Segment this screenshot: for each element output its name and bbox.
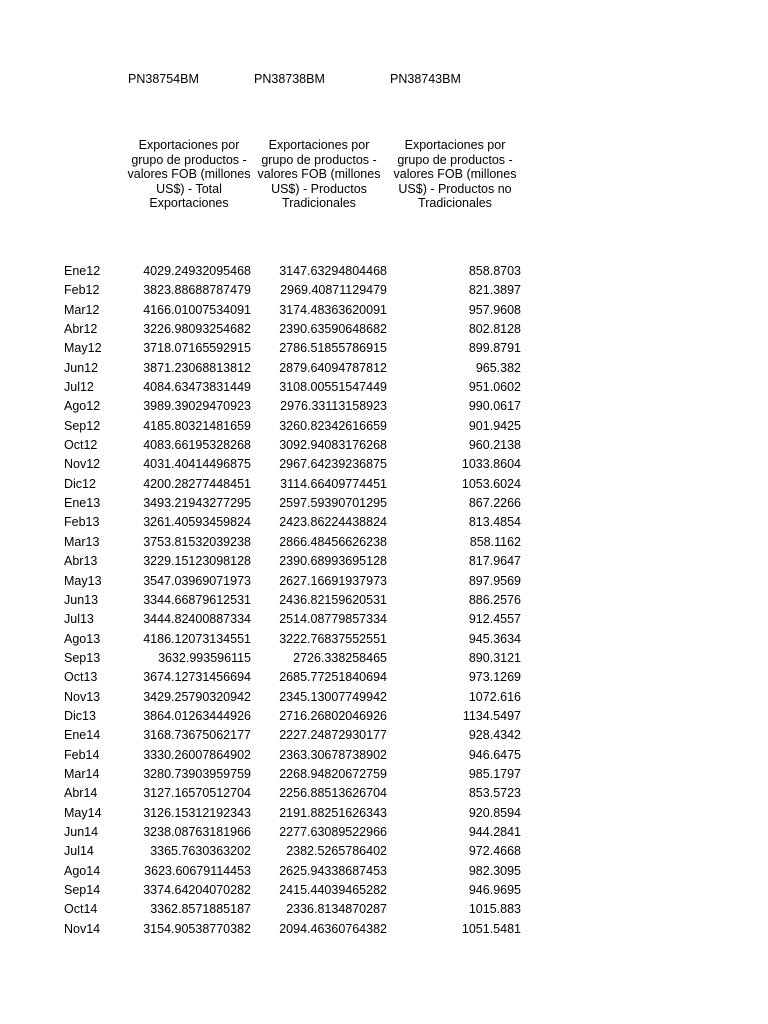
total-exports-cell: 3989.39029470923 <box>143 399 251 414</box>
period-cell: Dic13 <box>64 708 96 723</box>
total-exports-cell: 3823.88688787479 <box>143 283 251 298</box>
table-row <box>0 533 768 552</box>
period-cell: Ene13 <box>64 496 101 511</box>
traditional-products-cell: 2390.63590648682 <box>279 322 387 337</box>
period-cell: Jun12 <box>64 360 99 375</box>
table-row <box>0 359 768 378</box>
total-exports-cell: 3362.8571885187 <box>150 902 251 917</box>
traditional-products-cell: 2786.51855786915 <box>279 341 387 356</box>
traditional-products-cell: 2514.08779857334 <box>279 612 387 627</box>
traditional-products-cell: 2627.16691937973 <box>279 573 387 588</box>
table-row <box>0 572 768 591</box>
non-traditional-products-cell: 928.4342 <box>468 728 521 743</box>
table-row <box>0 900 768 919</box>
traditional-products-cell: 2415.44039465282 <box>279 883 387 897</box>
non-traditional-products-cell: 1053.6024 <box>461 476 521 491</box>
table-row <box>0 320 768 339</box>
column-header-total: Exportaciones por grupo de productos - valores FOB (millones US$) - Total Exportaciones <box>127 138 251 210</box>
traditional-products-cell: 2268.94820672759 <box>279 766 387 781</box>
total-exports-cell: 3127.16570512704 <box>143 786 251 801</box>
total-exports-cell: 3374.64204070282 <box>143 883 251 897</box>
total-exports-cell: 3444.82400887334 <box>143 612 251 627</box>
traditional-products-cell: 3260.82342616659 <box>279 418 387 433</box>
non-traditional-products-cell: 973.1269 <box>468 670 521 685</box>
non-traditional-products-cell: 985.1797 <box>468 766 521 781</box>
table-row <box>0 378 768 397</box>
table-row <box>0 552 768 571</box>
series-code-total: PN38754BM <box>128 72 199 86</box>
table-row <box>0 436 768 455</box>
total-exports-cell: 3753.81532039238 <box>143 534 251 549</box>
total-exports-cell: 3126.15312192343 <box>143 805 251 820</box>
table-row <box>0 746 768 765</box>
traditional-products-cell: 2191.88251626343 <box>279 805 387 820</box>
period-cell: Ene12 <box>64 264 101 278</box>
period-cell: Nov14 <box>64 921 101 936</box>
table-row <box>0 397 768 416</box>
period-cell: Abr12 <box>64 322 98 337</box>
traditional-products-cell: 2345.13007749942 <box>279 689 387 704</box>
period-cell: Jun13 <box>64 592 99 607</box>
period-cell: Oct12 <box>64 438 98 453</box>
non-traditional-products-cell: 802.8128 <box>468 322 521 337</box>
non-traditional-products-cell: 951.0602 <box>468 380 521 395</box>
table-row <box>0 862 768 881</box>
non-traditional-products-cell: 965.382 <box>475 360 521 375</box>
total-exports-cell: 4200.28277448451 <box>143 476 251 491</box>
non-traditional-products-cell: 858.8703 <box>468 264 521 278</box>
non-traditional-products-cell: 1051.5481 <box>461 921 521 936</box>
period-cell: Jul12 <box>64 380 94 395</box>
period-cell: Jun14 <box>64 824 99 839</box>
non-traditional-products-cell: 945.3634 <box>468 631 521 646</box>
table-row <box>0 726 768 745</box>
non-traditional-products-cell: 821.3897 <box>468 283 521 298</box>
period-cell: Sep13 <box>64 650 101 665</box>
non-traditional-products-cell: 1015.883 <box>468 902 521 917</box>
table-row <box>0 688 768 707</box>
non-traditional-products-cell: 1072.616 <box>468 689 521 704</box>
period-cell: Jul13 <box>64 612 94 627</box>
table-row <box>0 417 768 436</box>
non-traditional-products-cell: 897.9569 <box>468 573 521 588</box>
column-header-no-tradicionales: Exportaciones por grupo de productos - valores FOB (millones US$) - Productos no Tradicionales <box>393 138 517 210</box>
non-traditional-products-cell: 946.6475 <box>468 747 521 762</box>
total-exports-cell: 3261.40593459824 <box>143 515 251 530</box>
period-cell: Jul14 <box>64 844 94 859</box>
non-traditional-products-cell: 901.9425 <box>468 418 521 433</box>
period-cell: Oct13 <box>64 670 98 685</box>
non-traditional-products-cell: 912.4557 <box>468 612 521 627</box>
non-traditional-products-cell: 944.2841 <box>468 824 521 839</box>
table-row <box>0 591 768 610</box>
total-exports-cell: 4186.12073134551 <box>143 631 251 646</box>
non-traditional-products-cell: 890.3121 <box>468 650 521 665</box>
total-exports-cell: 3365.7630363202 <box>150 844 251 859</box>
period-cell: Mar14 <box>64 766 100 781</box>
traditional-products-cell: 2436.82159620531 <box>279 592 387 607</box>
table-row <box>0 804 768 823</box>
total-exports-cell: 3547.03969071973 <box>143 573 251 588</box>
period-cell: Feb12 <box>64 283 100 298</box>
non-traditional-products-cell: 853.5723 <box>468 786 521 801</box>
non-traditional-products-cell: 972.4668 <box>468 844 521 859</box>
non-traditional-products-cell: 867.2266 <box>468 496 521 511</box>
period-cell: Sep12 <box>64 418 101 433</box>
total-exports-cell: 3154.90538770382 <box>143 921 251 936</box>
period-cell: Abr13 <box>64 554 98 569</box>
total-exports-cell: 3674.12731456694 <box>143 670 251 685</box>
non-traditional-products-cell: 858.1162 <box>469 534 521 549</box>
table-row <box>0 668 768 687</box>
period-cell: Dic12 <box>64 476 96 491</box>
traditional-products-cell: 2390.68993695128 <box>279 554 387 569</box>
total-exports-cell: 3632.993596115 <box>158 650 251 665</box>
table-row <box>0 494 768 513</box>
series-code-tradicionales: PN38738BM <box>254 72 325 86</box>
period-cell: May12 <box>64 341 102 356</box>
period-cell: Ene14 <box>64 728 101 743</box>
table-row <box>0 262 768 281</box>
table-row <box>0 707 768 726</box>
non-traditional-products-cell: 899.8791 <box>468 341 521 356</box>
total-exports-cell: 4029.24932095468 <box>143 264 251 278</box>
total-exports-cell: 4083.66195328268 <box>143 438 251 453</box>
table-row <box>0 784 768 803</box>
table-row <box>0 630 768 649</box>
traditional-products-cell: 3174.48363620091 <box>279 302 387 317</box>
non-traditional-products-cell: 886.2576 <box>468 592 521 607</box>
traditional-products-cell: 2227.24872930177 <box>279 728 387 743</box>
period-cell: Feb14 <box>64 747 100 762</box>
table-row <box>0 339 768 358</box>
table-row <box>0 842 768 861</box>
traditional-products-cell: 2685.77251840694 <box>279 670 387 685</box>
total-exports-cell: 3330.26007864902 <box>143 747 251 762</box>
total-exports-cell: 3280.73903959759 <box>143 766 251 781</box>
period-cell: Mar12 <box>64 302 100 317</box>
non-traditional-products-cell: 920.8594 <box>468 805 521 820</box>
traditional-products-cell: 2976.33113158923 <box>280 399 387 414</box>
traditional-products-cell: 2866.48456626238 <box>279 534 387 549</box>
non-traditional-products-cell: 817.9647 <box>468 554 521 569</box>
non-traditional-products-cell: 982.3095 <box>468 863 521 878</box>
table-row <box>0 881 768 900</box>
series-code-no-tradicionales: PN38743BM <box>390 72 461 86</box>
total-exports-cell: 3344.66879612531 <box>143 592 251 607</box>
total-exports-cell: 3229.15123098128 <box>143 554 251 569</box>
table-row <box>0 513 768 532</box>
table-row <box>0 920 768 939</box>
column-header-tradicionales: Exportaciones por grupo de productos - valores FOB (millones US$) - Productos Tradicionales <box>257 138 381 210</box>
period-cell: Nov13 <box>64 689 101 704</box>
total-exports-cell: 3864.01263444926 <box>143 708 251 723</box>
traditional-products-cell: 2336.8134870287 <box>286 902 387 917</box>
traditional-products-cell: 2256.88513626704 <box>279 786 387 801</box>
table-row <box>0 610 768 629</box>
traditional-products-cell: 2094.46360764382 <box>279 921 387 936</box>
total-exports-cell: 3871.23068813812 <box>143 360 251 375</box>
period-cell: Sep14 <box>64 883 101 897</box>
traditional-products-cell: 3092.94083176268 <box>279 438 387 453</box>
table-row <box>0 649 768 668</box>
non-traditional-products-cell: 990.0617 <box>468 399 521 414</box>
table-row <box>0 765 768 784</box>
total-exports-cell: 3623.60679114453 <box>144 863 251 878</box>
traditional-products-cell: 3147.63294804468 <box>279 264 387 278</box>
total-exports-cell: 3226.98093254682 <box>143 322 251 337</box>
traditional-products-cell: 2277.63089522966 <box>279 824 387 839</box>
total-exports-cell: 3429.25790320942 <box>143 689 251 704</box>
traditional-products-cell: 2382.5265786402 <box>286 844 387 859</box>
total-exports-cell: 4166.01007534091 <box>143 302 251 317</box>
period-cell: May14 <box>64 805 102 820</box>
table-row <box>0 301 768 320</box>
traditional-products-cell: 2716.26802046926 <box>279 708 387 723</box>
traditional-products-cell: 3222.76837552551 <box>279 631 387 646</box>
traditional-products-cell: 2597.59390701295 <box>279 496 387 511</box>
period-cell: Ago14 <box>64 863 101 878</box>
non-traditional-products-cell: 1033.8604 <box>461 457 521 472</box>
total-exports-cell: 4031.40414496875 <box>143 457 251 472</box>
traditional-products-cell: 3108.00551547449 <box>279 380 387 395</box>
table-row <box>0 475 768 494</box>
period-cell: Ago12 <box>64 399 101 414</box>
traditional-products-cell: 3114.66409774451 <box>280 476 387 491</box>
traditional-products-cell: 2967.64239236875 <box>279 457 387 472</box>
period-cell: Ago13 <box>64 631 101 646</box>
period-cell: Abr14 <box>64 786 98 801</box>
traditional-products-cell: 2423.86224438824 <box>279 515 387 530</box>
period-cell: Nov12 <box>64 457 101 472</box>
table-row <box>0 823 768 842</box>
total-exports-cell: 3168.73675062177 <box>143 728 251 743</box>
data-table <box>0 262 768 939</box>
non-traditional-products-cell: 960.2138 <box>468 438 521 453</box>
total-exports-cell: 3238.08763181966 <box>143 824 251 839</box>
period-cell: Feb13 <box>64 515 100 530</box>
non-traditional-products-cell: 813.4854 <box>468 515 521 530</box>
traditional-products-cell: 2726.338258465 <box>293 650 387 665</box>
total-exports-cell: 4084.63473831449 <box>143 380 251 395</box>
traditional-products-cell: 2969.40871129479 <box>280 283 387 298</box>
table-row <box>0 281 768 300</box>
total-exports-cell: 4185.80321481659 <box>143 418 251 433</box>
traditional-products-cell: 2625.94338687453 <box>279 863 387 878</box>
traditional-products-cell: 2879.64094787812 <box>279 360 387 375</box>
non-traditional-products-cell: 1134.5497 <box>462 708 521 723</box>
period-cell: Oct14 <box>64 902 98 917</box>
total-exports-cell: 3718.07165592915 <box>143 341 251 356</box>
table-row <box>0 455 768 474</box>
period-cell: May13 <box>64 573 102 588</box>
non-traditional-products-cell: 946.9695 <box>468 883 521 897</box>
non-traditional-products-cell: 957.9608 <box>468 302 521 317</box>
period-cell: Mar13 <box>64 534 100 549</box>
traditional-products-cell: 2363.30678738902 <box>279 747 387 762</box>
total-exports-cell: 3493.21943277295 <box>143 496 251 511</box>
